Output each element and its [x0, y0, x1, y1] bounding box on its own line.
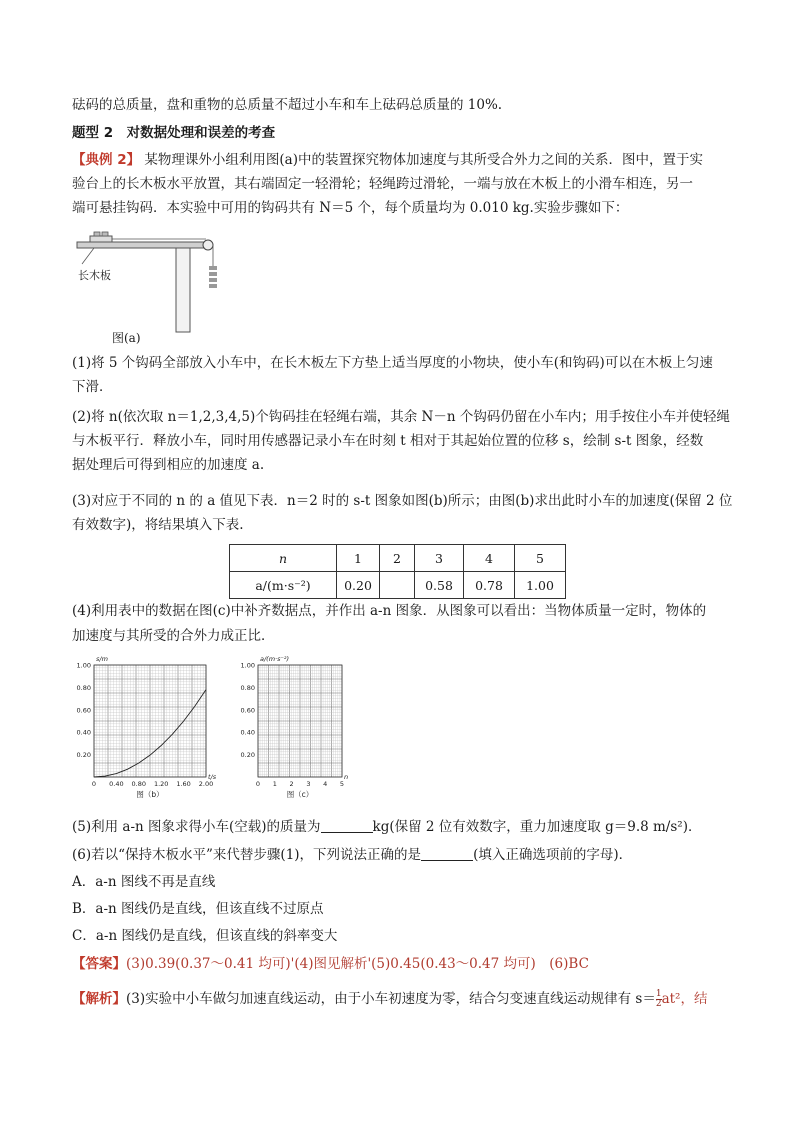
example-line-3: 端可悬挂钩码．本实验中可用的钩码共有 N＝5 个，每个质量均为 0.010 kg.实验步骤如下：: [72, 200, 629, 216]
x-tick-label: 0: [91, 780, 97, 788]
figure-a-caption: 图(a): [112, 331, 141, 345]
chart-caption: 图（c）: [286, 790, 314, 799]
y-tick-label: 0.80: [240, 683, 255, 692]
x-tick-label: 3: [306, 780, 311, 788]
table-cell: 0.78: [464, 572, 515, 599]
step-5-tail: kg(保留 2 位有效数字，重力加速度取 g＝9.8 m/s²)．: [372, 819, 702, 835]
x-tick-label: 2.00: [198, 780, 214, 788]
table-cell: 1.00: [515, 572, 566, 599]
step-2-line-3: 据处理后可得到相应的加速度 a.: [72, 457, 265, 473]
example-tag: 【典例 2】: [72, 152, 141, 168]
chart-caption: 图（b）: [136, 790, 164, 799]
answer-tag: 【答案】: [72, 956, 126, 972]
table-cell: 2: [380, 545, 415, 572]
answer-blank-6[interactable]: [421, 848, 473, 861]
y-tick-label: 0.20: [240, 751, 255, 760]
graph-b-st: [72, 655, 222, 805]
step-2-line-1: (2)将 n(依次取 n＝1,2,3,4,5)个钩码挂在轻绳右端，其余 N－n 个钩码仍留在小车内；用手按住小车并使轻绳: [72, 409, 730, 425]
cart-weight: [102, 232, 108, 236]
cart: [90, 236, 112, 242]
table-cell: 5: [515, 545, 566, 572]
label-pointer: [82, 248, 94, 264]
explanation-tag: 【解析】: [72, 991, 126, 1007]
explanation-line: [72, 990, 707, 1009]
answer-line: [72, 955, 589, 973]
answer-text: (3)0.39(0.37～0.41 均可)'(4)图见解析'(5)0.45(0.43～0.47 均可) (6)BC: [126, 956, 589, 972]
option-c: C．a-n 图线仍是直线，但该直线的斜率变大: [72, 928, 338, 944]
data-table: [229, 544, 566, 599]
cart-weight: [94, 232, 100, 236]
pulley: [203, 240, 213, 250]
y-tick-label: 0.80: [76, 683, 91, 692]
table-cell: [380, 572, 415, 599]
step-6-tail: (填入正确选项前的字母)．: [473, 847, 633, 863]
x-tick-label: 5: [339, 780, 345, 788]
answer-blank-5[interactable]: [321, 820, 373, 833]
example-line-1: [72, 151, 703, 169]
table-cell: 4: [464, 545, 515, 572]
step-6-line: [72, 846, 632, 864]
x-tick-label: 0.40: [109, 780, 124, 788]
hook-weight: [209, 278, 217, 282]
hook-weight: [209, 284, 217, 288]
option-b: B．a-n 图线仍是直线，但该直线不过原点: [72, 901, 324, 917]
x-tick-label: 0.80: [131, 780, 147, 788]
graph-c-an: [228, 655, 358, 805]
y-tick-label: 0.60: [240, 706, 255, 715]
x-tick-label: 1: [272, 780, 277, 788]
example-line-2: 验台上的长木板水平放置，其右端固定一轻滑轮；轻绳跨过滑轮，一端与放在木板上的小滑车相连，另一: [72, 176, 693, 192]
table-cell: 0.20: [337, 572, 380, 599]
step-5-text: (5)利用 a-n 图象求得小车(空载)的质量为: [72, 819, 321, 835]
text-line: 砝码的总质量，盘和重物的总质量不超过小车和车上砝码总质量的 10%.: [72, 97, 503, 113]
fraction-denominator: 2: [655, 999, 662, 1009]
long-board: [77, 242, 209, 248]
y-axis-label: a/(m·s⁻²): [260, 655, 290, 663]
x-tick-label: 4: [323, 780, 328, 788]
x-tick-label: 2: [289, 780, 294, 788]
table-cell: 3: [415, 545, 464, 572]
step-4-line-2: 加速度与其所受的合外力成正比．: [72, 628, 275, 644]
y-tick-label: 0.60: [76, 706, 91, 715]
step-1-line-1: (1)将 5 个钩码全部放入小车中，在长木板左下方垫上适当厚度的小物块，使小车(和钩码)可以在木板上匀速: [72, 355, 713, 371]
table-row: [230, 572, 566, 599]
x-axis-label: t/s: [208, 773, 217, 781]
board-label: 长木板: [78, 269, 111, 282]
table-cell: 1: [337, 545, 380, 572]
x-axis-label: n: [344, 773, 349, 781]
fraction-numerator: 1: [655, 989, 662, 999]
option-a: A．a-n 图线不再是直线: [72, 874, 216, 890]
table-header-row: [230, 545, 566, 572]
step-3-line-2: 有效数字)，将结果填入下表.: [72, 517, 244, 533]
section-heading: 题型 2 对数据处理和误差的考查: [72, 125, 276, 141]
y-tick-label: 0.40: [240, 728, 255, 737]
step-4-line-1: (4)利用表中的数据在图(c)中补齐数据点，并作出 a-n 图象．从图象可以看出：当物体质量一定时，物体的: [72, 603, 707, 619]
step-6-text: (6)若以“保持木板水平”来代替步骤(1)，下列说法正确的是: [72, 847, 422, 863]
y-axis-label: s/m: [96, 655, 108, 663]
table-leg: [176, 248, 190, 332]
figure-a-apparatus: [72, 226, 232, 336]
step-3-line-1: (3)对应于不同的 n 的 a 值见下表．n＝2 时的 s-t 图象如图(b)所示；由图(b)求出此时小车的加速度(保留 2 位: [72, 493, 733, 509]
hook-weight: [209, 272, 217, 276]
table-cell: 0.58: [415, 572, 464, 599]
example-text: 某物理课外小组利用图(a)中的装置探究物体加速度与其所受合外力之间的关系．图中，置于实: [140, 152, 703, 168]
hook-weight: [209, 266, 217, 270]
explanation-tail: at²，结: [661, 991, 708, 1007]
table-cell: n: [230, 545, 337, 572]
x-tick-label: 1.20: [153, 780, 169, 788]
step-5-line: [72, 818, 701, 836]
step-1-line-2: 下滑．: [72, 379, 113, 395]
table-cell: a/(m·s⁻²): [230, 572, 337, 599]
step-2-line-2: 与木板平行．释放小车，同时用传感器记录小车在时刻 t 相对于其起始位置的位移 s，绘制 s-t 图象，经数: [72, 433, 704, 449]
y-tick-label: 0.40: [76, 728, 91, 737]
x-tick-label: 0: [255, 780, 261, 788]
x-tick-label: 1.60: [176, 780, 191, 788]
y-tick-label: 1.00: [240, 661, 255, 670]
y-tick-label: 1.00: [76, 661, 91, 670]
y-tick-label: 0.20: [76, 751, 91, 760]
explanation-text: (3)实验中小车做匀加速直线运动，由于小车初速度为零，结合匀变速直线运动规律有 s＝: [126, 991, 656, 1007]
